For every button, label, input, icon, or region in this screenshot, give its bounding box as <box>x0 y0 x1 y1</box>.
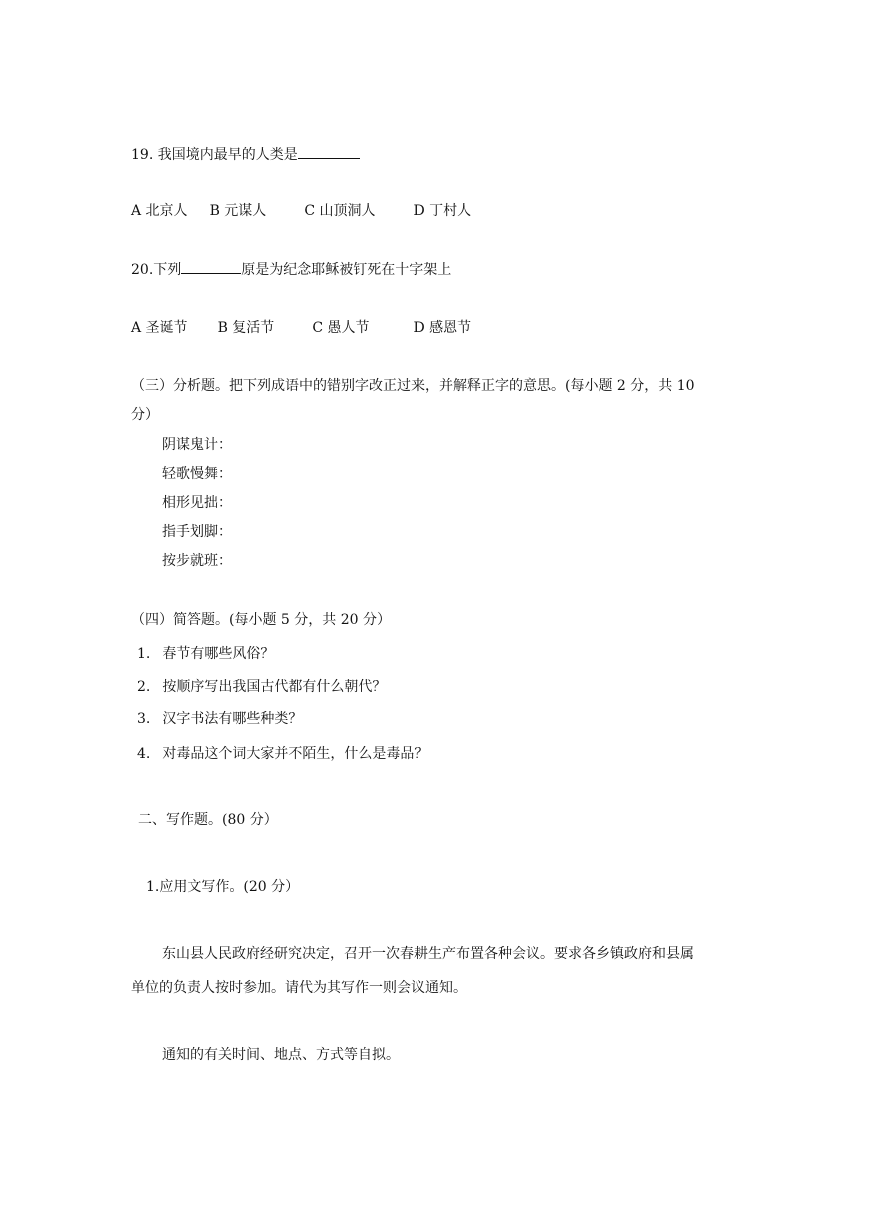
short-answer-item <box>137 644 274 664</box>
item-number: 4. <box>137 746 151 762</box>
item-text: 对毒品这个词大家并不陌生，什么是毒品？ <box>162 746 429 762</box>
idiom-item: 阴谋鬼计： <box>162 437 232 453</box>
option-b: B 复活节 <box>217 320 275 336</box>
question-19-options <box>131 201 471 221</box>
short-answer-item <box>137 744 428 764</box>
prompt-note: 通知的有关时间、地点、方式等自拟。 <box>162 1047 400 1063</box>
question-20-options <box>131 318 471 338</box>
item-text: 汉字书法有哪些种类？ <box>162 711 303 727</box>
option-c: C 山顶洞人 <box>304 203 376 219</box>
item-number: 3. <box>137 711 151 727</box>
option-a: A 圣诞节 <box>131 320 188 336</box>
question-19-text: 19. 我国境内最早的人类是 <box>131 147 298 163</box>
option-b: B 元谋人 <box>209 203 267 219</box>
idiom-item: 相形见拙： <box>162 495 232 511</box>
short-answer-item <box>137 709 302 729</box>
item-text: 按顺序写出我国古代都有什么朝代？ <box>162 679 387 695</box>
answer-blank <box>298 144 360 159</box>
question-20-prefix: 20.下列 <box>131 262 182 278</box>
item-text: 春节有哪些风俗？ <box>162 646 275 662</box>
option-d: D 感恩节 <box>413 320 472 336</box>
option-a: A 北京人 <box>131 203 188 219</box>
writing-sub-heading: 1.应用文写作。(20 分） <box>146 879 300 895</box>
question-19 <box>131 144 360 165</box>
option-d: D 丁村人 <box>413 203 472 219</box>
option-c: C 愚人节 <box>312 320 370 336</box>
short-answer-item <box>137 677 386 697</box>
idiom-item: 轻歌慢舞： <box>162 466 232 482</box>
question-20 <box>131 259 451 280</box>
item-number: 1. <box>137 646 151 662</box>
section-4-heading: （四）简答题。(每小题 5 分，共 20 分） <box>131 612 391 628</box>
item-number: 2. <box>137 679 151 695</box>
idiom-item: 指手划脚： <box>162 524 232 540</box>
prompt-paragraph-line: 单位的负责人按时参加。请代为其写作一则会议通知。 <box>131 980 467 996</box>
question-20-suffix: 原是为纪念耶稣被钉死在十字架上 <box>241 262 452 278</box>
idiom-item: 按步就班： <box>162 553 232 569</box>
section-3-heading-cont: 分） <box>131 407 159 423</box>
section-3-heading: （三）分析题。把下列成语中的错别字改正过来，并解释正字的意思。(每小题 2 分，共 10 <box>131 378 695 394</box>
answer-blank <box>181 259 241 274</box>
prompt-paragraph-line: 东山县人民政府经研究决定，召开一次春耕生产布置各种会议。要求各乡镇政府和县属 <box>162 946 694 962</box>
writing-section-heading: 二、写作题。(80 分） <box>138 812 278 828</box>
